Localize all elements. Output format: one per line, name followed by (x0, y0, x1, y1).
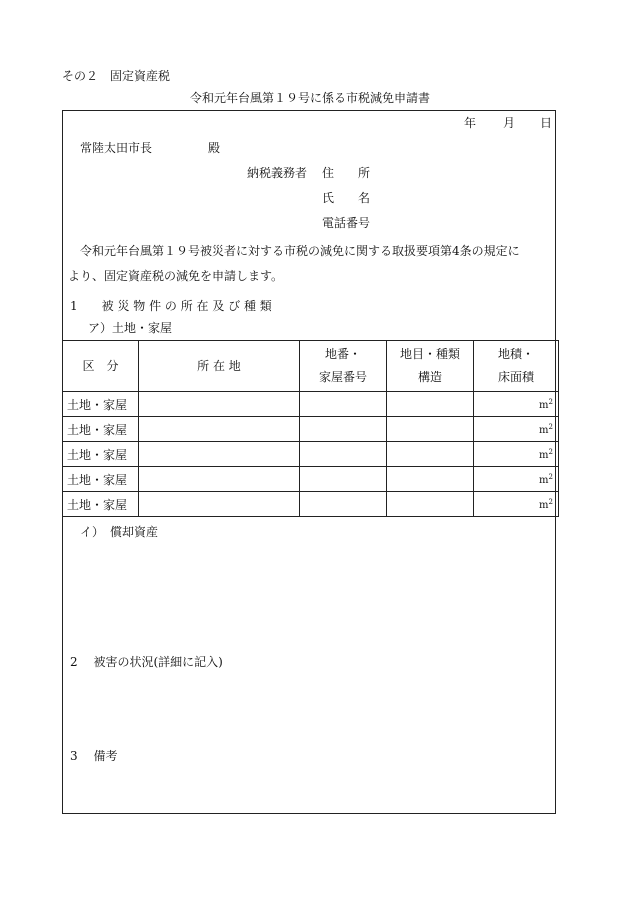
section2-heading: 2 被害の状況(詳細に記入) (70, 655, 223, 669)
row-type-field[interactable] (387, 467, 474, 492)
row-category: 土地・家屋 (63, 492, 139, 517)
row-area-field[interactable] (474, 392, 559, 417)
row-area-field[interactable] (474, 467, 559, 492)
section-label: その２ 固定資産税 (62, 69, 171, 83)
applicant-name-label: 氏 名 (322, 191, 371, 205)
section1-heading: 1 被 災 物 件 の 所 在 及 び 種 類 (70, 299, 272, 313)
row-lot-field[interactable] (300, 417, 387, 442)
row-type-field[interactable] (387, 417, 474, 442)
date-month-label: 月 (503, 116, 516, 130)
table-row (63, 442, 559, 467)
property-table (62, 340, 559, 517)
area-unit-sup: 2 (548, 397, 553, 406)
row-type-field[interactable] (387, 492, 474, 517)
row-lot-field[interactable] (300, 467, 387, 492)
table-row (63, 417, 559, 442)
row-type-field[interactable] (387, 392, 474, 417)
header-area-line2: 床面積 (497, 370, 534, 384)
header-type-line2: 構造 (417, 370, 442, 384)
section3-heading: 3 備考 (70, 749, 118, 763)
header-type-line1: 地目・種類 (399, 347, 460, 361)
header-category: 区 分 (63, 341, 139, 392)
header-area (474, 341, 559, 392)
addressee-mayor: 常陸太田市長 (80, 141, 153, 155)
header-lot-line2: 家屋番号 (318, 370, 367, 384)
header-area-line1: 地積・ (497, 347, 534, 361)
applicant-role: 納税義務者 (247, 166, 308, 180)
row-location-field[interactable] (139, 392, 300, 417)
row-location-field[interactable] (139, 492, 300, 517)
row-lot-field[interactable] (300, 442, 387, 467)
statement-line-1: 令和元年台風第１９号被災者に対する市税の減免に関する取扱要項第4条の規定に (80, 244, 520, 258)
form-title: 令和元年台風第１９号に係る市税減免申請書 (190, 91, 431, 105)
row-location-field[interactable] (139, 467, 300, 492)
area-unit: m (539, 399, 549, 411)
row-lot-field[interactable] (300, 392, 387, 417)
table-row (63, 492, 559, 517)
header-land-type (387, 341, 474, 392)
statement-line-2: より、固定資産税の減免を申請します。 (68, 269, 284, 283)
header-lot-line1: 地番・ (324, 347, 361, 361)
row-category: 土地・家屋 (63, 467, 139, 492)
applicant-phone-label: 電話番号 (322, 216, 371, 230)
section1-sub-a: ア）土地・家屋 (88, 321, 173, 335)
row-area-field[interactable] (474, 442, 559, 467)
applicant-address-label: 住 所 (322, 166, 371, 180)
area-unit-sup: 2 (548, 422, 553, 431)
date-day-label: 日 (540, 116, 553, 130)
header-location: 所 在 地 (139, 341, 300, 392)
area-unit: m (539, 474, 549, 486)
table-row (63, 392, 559, 417)
row-area-field[interactable] (474, 417, 559, 442)
row-area-field[interactable] (474, 492, 559, 517)
section1-sub-b: イ） 償却資産 (80, 525, 159, 539)
date-year-label: 年 (464, 116, 477, 130)
header-lot-number (300, 341, 387, 392)
area-unit: m (539, 499, 549, 511)
row-category: 土地・家屋 (63, 442, 139, 467)
area-unit-sup: 2 (548, 497, 553, 506)
row-location-field[interactable] (139, 417, 300, 442)
row-category: 土地・家屋 (63, 417, 139, 442)
addressee-honorific: 殿 (208, 141, 221, 155)
row-location-field[interactable] (139, 442, 300, 467)
table-header-row (63, 341, 559, 392)
area-unit: m (539, 449, 549, 461)
area-unit-sup: 2 (548, 472, 553, 481)
row-type-field[interactable] (387, 442, 474, 467)
area-unit-sup: 2 (548, 447, 553, 456)
row-lot-field[interactable] (300, 492, 387, 517)
area-unit: m (539, 424, 549, 436)
table-row (63, 467, 559, 492)
row-category: 土地・家屋 (63, 392, 139, 417)
